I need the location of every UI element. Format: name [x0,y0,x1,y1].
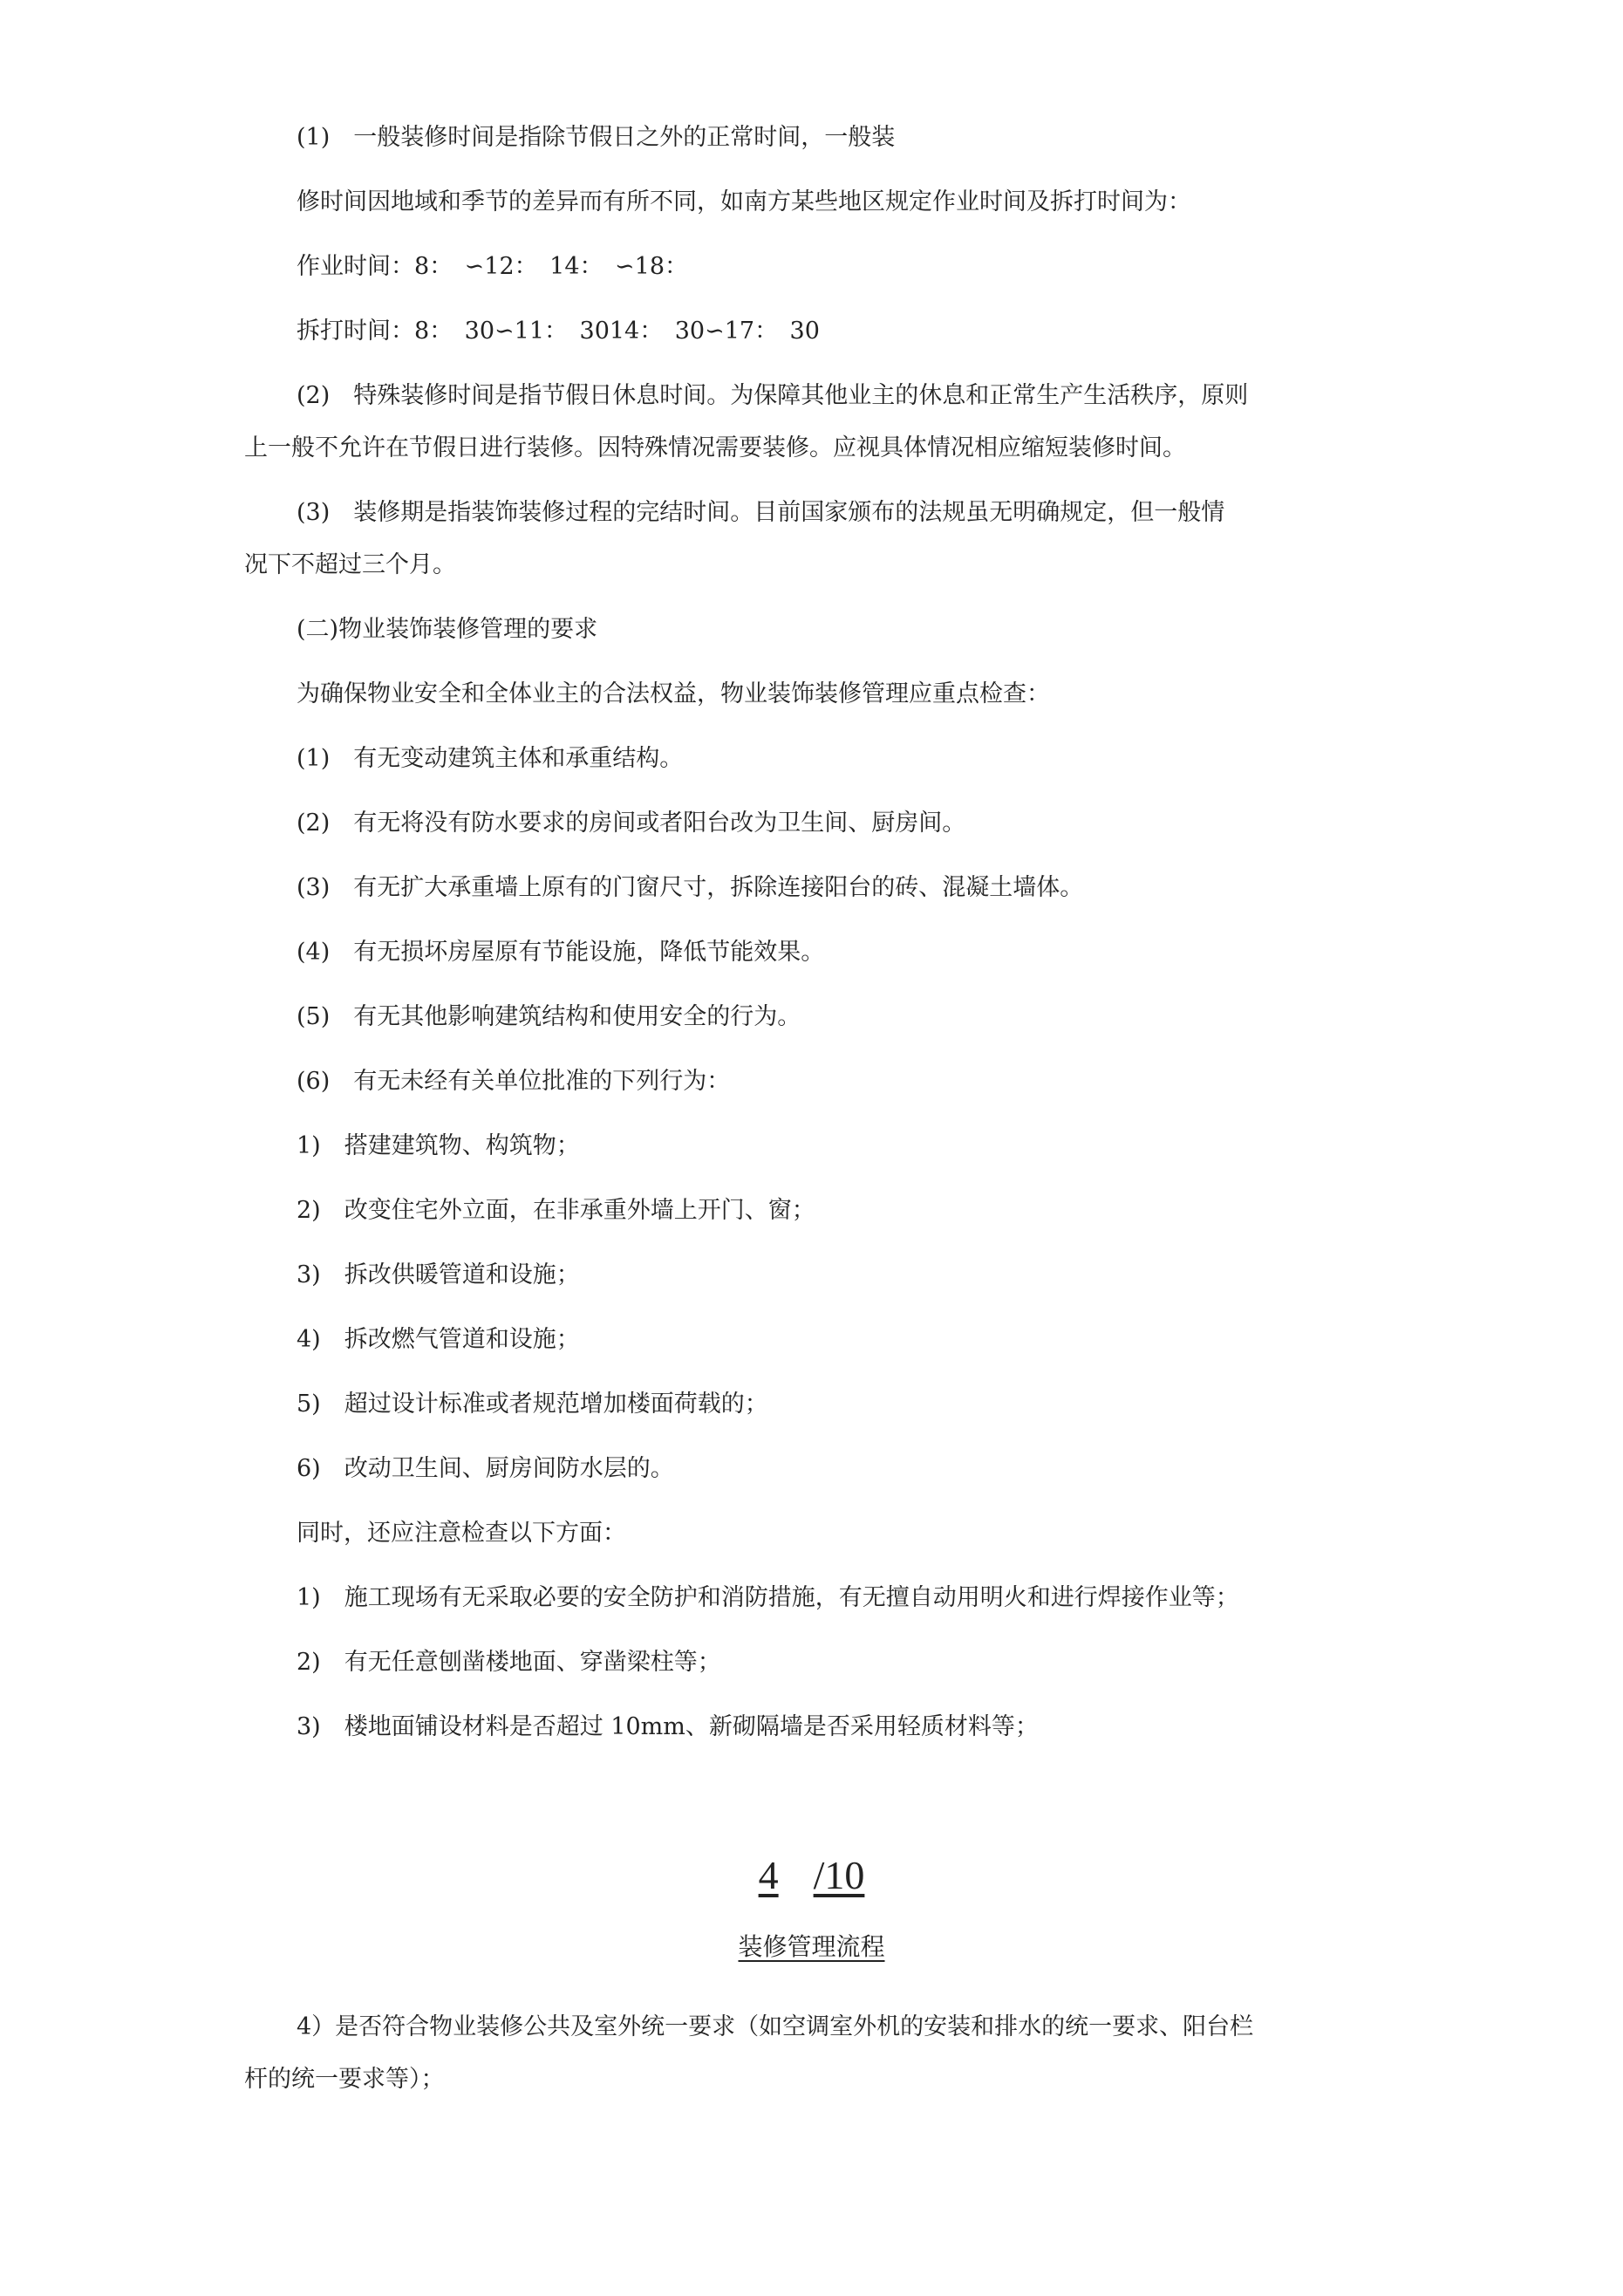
paragraph-line: 况下不超过三个月。 [244,551,456,578]
paragraph-line: 上一般不允许在节假日进行装修。因特殊情况需要装修。应视具体情况相应缩短装修时间。 [244,434,1186,461]
list-item: 3) 拆改供暖管道和设施； [297,1261,580,1288]
list-item: 4) 拆改燃气管道和设施； [297,1326,580,1353]
page-number-current: 4 [758,1853,779,1897]
paragraph-line: (2) 特殊装修时间是指节假日休息时间。为保障其他业主的休息和正常生产生活秩序，原则 [297,382,1249,409]
paragraph-line: 为确保物业安全和全体业主的合法权益，物业装饰装修管理应重点检查： [297,680,1050,707]
list-item: 1) 施工现场有无采取必要的安全防护和消防措施，有无擅自动用明火和进行焊接作业等； [297,1584,1239,1611]
list-item: 5) 超过设计标准或者规范增加楼面荷载的； [297,1391,768,1418]
section-title: 装修管理流程 [738,1932,885,1961]
section-heading: (二)物业装饰装修管理的要求 [297,616,598,643]
page-number-total: /10 [813,1853,865,1897]
page-number [0,1851,1623,1900]
list-item: 2) 有无任意刨凿楼地面、穿凿梁柱等； [297,1649,721,1676]
list-item: (3) 有无扩大承重墙上原有的门窗尺寸，拆除连接阳台的砖、混凝土墙体。 [297,874,1084,901]
list-item: (6) 有无未经有关单位批准的下列行为： [297,1068,731,1095]
paragraph-line: 4）是否符合物业装修公共及室外统一要求（如空调室外机的安装和排水的统一要求、阳台栏 [297,2013,1254,2040]
list-item: (5) 有无其他影响建筑结构和使用安全的行为。 [297,1003,801,1030]
list-item: 6) 改动卫生间、厨房间防水层的。 [297,1455,674,1482]
paragraph-line: 修时间因地域和季节的差异而有所不同，如南方某些地区规定作业时间及拆打时间为： [297,188,1191,215]
paragraph-line: 同时，还应注意检查以下方面： [297,1520,626,1547]
paragraph-line: (1) 一般装修时间是指除节假日之外的正常时间，一般装 [297,124,896,151]
list-item: (4) 有无损坏房屋原有节能设施，降低节能效果。 [297,939,825,966]
list-item: (1) 有无变动建筑主体和承重结构。 [297,745,684,772]
paragraph-line: 杆的统一要求等）； [244,2066,445,2093]
list-item: 2) 改变住宅外立面，在非承重外墙上开门、窗； [297,1197,815,1224]
list-item: 1) 搭建建筑物、构筑物； [297,1132,580,1159]
paragraph-line: 作业时间：8： ∽12： 14： ∽18： [297,253,688,280]
paragraph-line: 拆打时间：8： 30∽11： 3014： 30∽17： 30 [297,318,820,345]
paragraph-line: (3) 装修期是指装饰装修过程的完结时间。目前国家颁布的法规虽无明确规定，但一般情 [297,499,1225,526]
list-item: (2) 有无将没有防水要求的房间或者阳台改为卫生间、厨房间。 [297,810,966,837]
list-item: 3) 楼地面铺设材料是否超过 10mm、新砌隔墙是否采用轻质材料等； [297,1713,1039,1740]
